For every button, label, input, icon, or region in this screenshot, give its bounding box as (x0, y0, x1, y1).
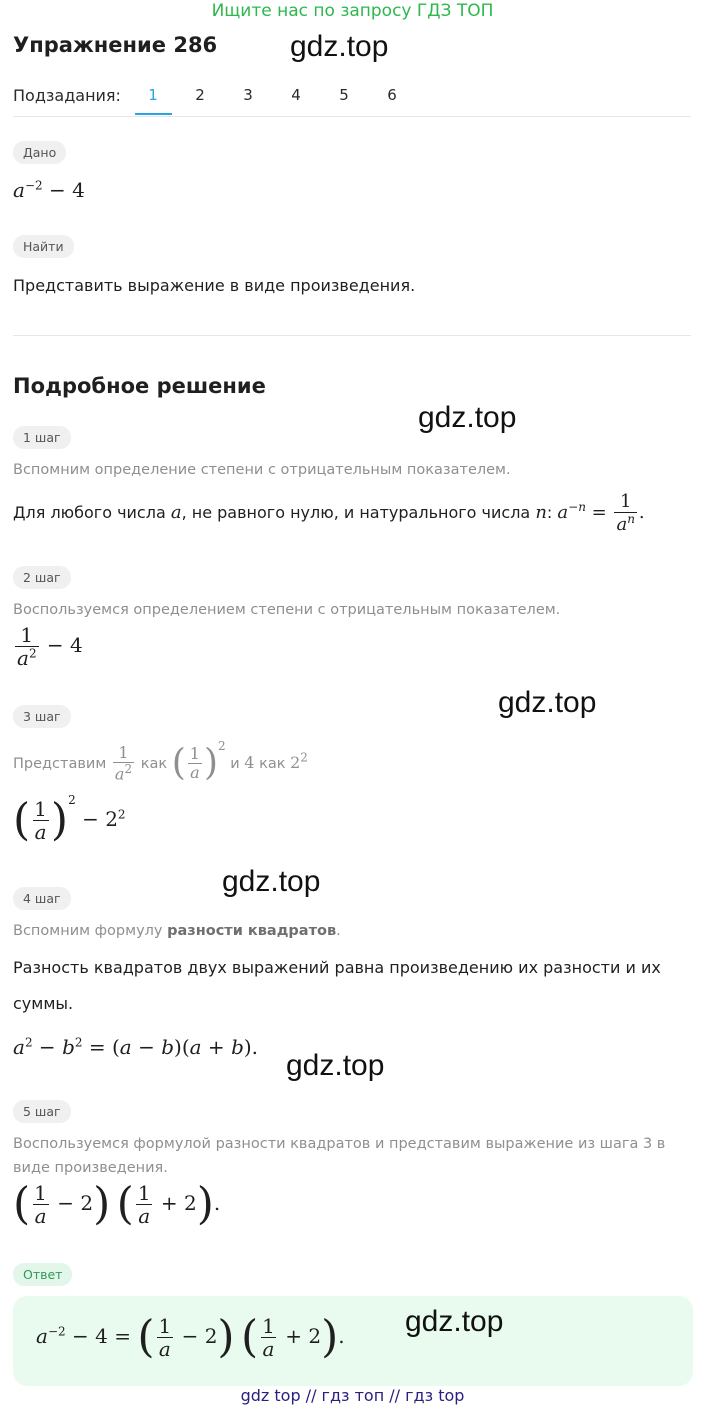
search-banner[interactable]: Ищите нас по запросу ГДЗ ТОП (211, 1, 494, 21)
step-4-badge: 4 шаг (13, 887, 71, 910)
page-title: Упражнение 286 (13, 33, 218, 57)
watermark: gdz.top (286, 1049, 385, 1082)
find-text: Представить выражение в виде произведения. (13, 276, 416, 295)
step-4-text-line-1: Разность квадратов двух выражений равна произведению их разности и их (13, 958, 661, 977)
step-3-expression: ( $\frac{1}{a}$ )$^2 - 2^2$ (13, 793, 126, 846)
step-4-hint: Вспомним формулу разности квадратов. (13, 923, 341, 939)
step-5-badge: 5 шаг (13, 1100, 71, 1123)
watermark: gdz.top (290, 30, 389, 63)
footer-links[interactable]: gdz top // гдз топ // гдз top (240, 1386, 465, 1405)
step-5-hint-line-2: виде произведения. (13, 1160, 168, 1176)
step-2-badge: 2 шаг (13, 566, 71, 589)
given-expression: $a^{-2} - 4$ (13, 178, 85, 202)
tab-subtask-1[interactable]: 1 (148, 86, 158, 104)
tab-subtask-3[interactable]: 3 (243, 86, 253, 104)
difference-of-squares-formula: $a^2 - b^2 = (a - b)(a + b)$. (13, 1035, 259, 1059)
watermark: gdz.top (498, 686, 597, 719)
step-2-expression: $\frac{1}{a^2}$ − 4 (17, 623, 83, 670)
step-3-badge: 3 шаг (13, 705, 71, 728)
tab-subtask-4[interactable]: 4 (291, 86, 301, 104)
tab-subtask-6[interactable]: 6 (387, 86, 397, 104)
step-2-hint: Воспользуемся определением степени с отрицательным показателем. (13, 602, 561, 618)
step-3-hint: Представим $\frac{1}{a^2}$ как ( $\frac{1}{a}$ )$^2$ и 4 как $2^2$ (13, 739, 308, 784)
tab-subtask-5[interactable]: 5 (339, 86, 349, 104)
find-badge: Найти (13, 235, 74, 258)
watermark: gdz.top (405, 1305, 504, 1338)
answer-expression: $a^{-2} - 4$ = ( $\frac{1}{a}$ − 2) ( $\frac{1}{a}$ + 2). (36, 1311, 345, 1363)
active-tab-indicator (135, 113, 172, 115)
tabs-divider (13, 116, 691, 117)
step-4-text-line-2: суммы. (13, 994, 74, 1013)
answer-badge: Ответ (13, 1263, 72, 1286)
step-1-badge: 1 шаг (13, 426, 71, 449)
watermark: gdz.top (222, 865, 321, 898)
subtasks-label: Подзадания: (13, 86, 121, 105)
step-1-hint: Вспомним определение степени с отрицательным показателем. (13, 462, 511, 478)
given-badge: Дано (13, 141, 66, 164)
solution-title: Подробное решение (13, 374, 266, 398)
step-5-hint-line-1: Воспользуемся формулой разности квадратов и представим выражение из шага 3 в (13, 1136, 666, 1152)
section-divider (13, 335, 691, 336)
tab-subtask-2[interactable]: 2 (195, 86, 205, 104)
step-1-text: Для любого числа a, не равного нулю, и натурального числа n: $a^{-n}$ = $\frac{1}{a^n}$ . (13, 490, 645, 535)
watermark: gdz.top (418, 401, 517, 434)
step-5-expression: ( $\frac{1}{a}$ − 2) ( $\frac{1}{a}$ + 2). (13, 1178, 221, 1230)
